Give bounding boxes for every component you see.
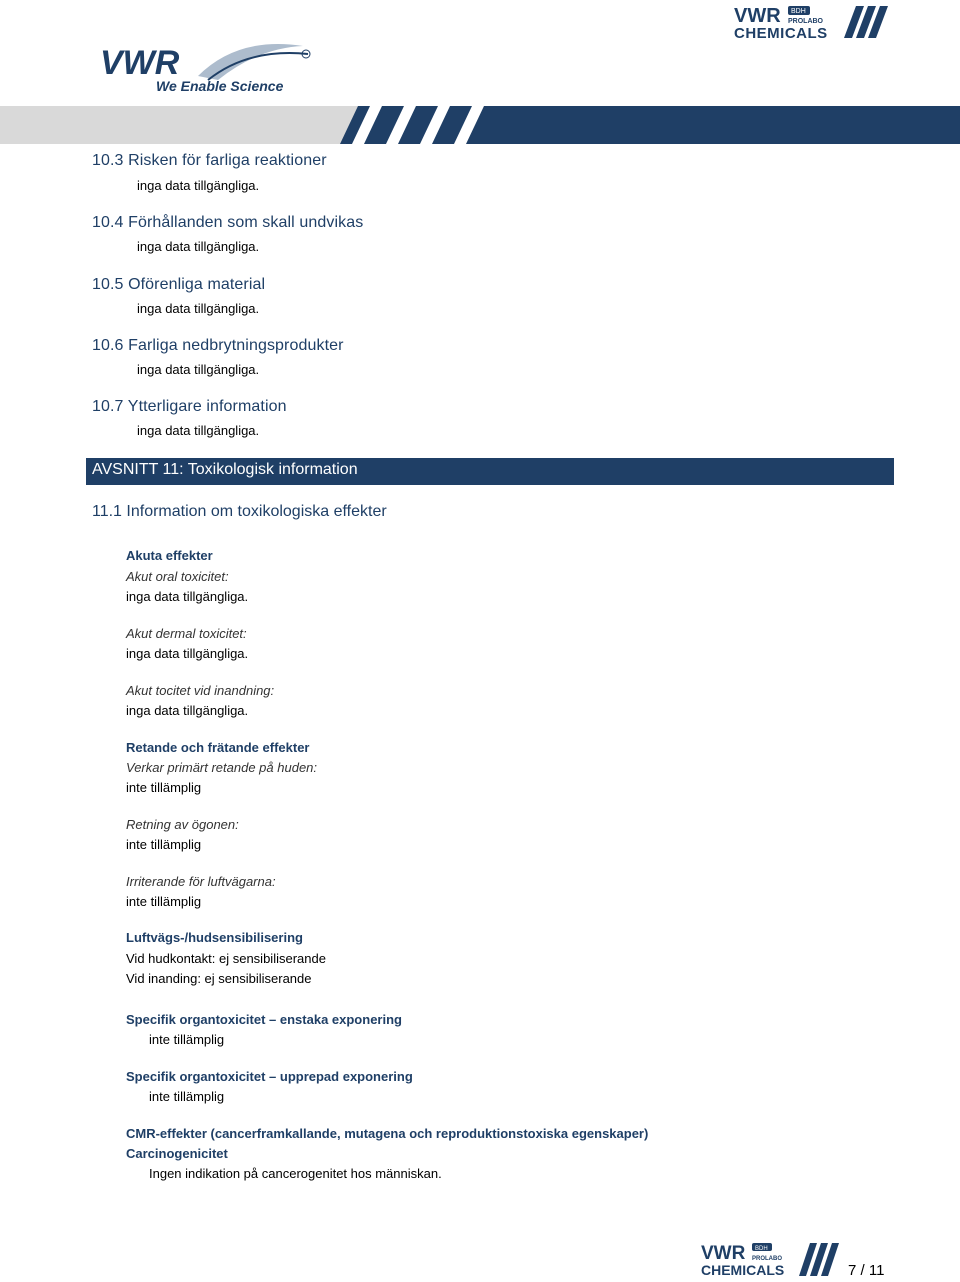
text-10-4: inga data tillgängliga. <box>137 239 260 254</box>
heading-10-7: 10.7 Ytterligare information <box>92 398 287 415</box>
vwr-chemicals-logo-chemicals: CHEMICALS <box>734 25 828 40</box>
header-band <box>0 106 960 144</box>
carcinogenicity-heading: Carcinogenicitet <box>126 1146 228 1161</box>
acute-oral-value: inga data tillgängliga. <box>126 589 249 604</box>
sensitisation-inhal: Vid inanding: ej sensibiliserande <box>126 971 312 986</box>
text-10-3: inga data tillgängliga. <box>137 178 260 193</box>
text-10-5: inga data tillgängliga. <box>137 301 260 316</box>
resp-irritation-label: Irriterande för luftvägarna: <box>126 874 276 889</box>
vwr-logo <box>98 36 318 96</box>
vwr-logo-text: VWR <box>100 44 180 82</box>
irritant-heading: Retande och frätande effekter <box>126 740 310 755</box>
footer-vwr-chemicals-logo <box>700 1242 842 1278</box>
footer-logo-prolabo: PROLABO <box>752 1256 782 1262</box>
skin-irritation-label: Verkar primärt retande på huden: <box>126 760 318 775</box>
eye-irritation-value: inte tillämplig <box>126 837 202 852</box>
text-10-7: inga data tillgängliga. <box>137 423 260 438</box>
vwr-chemicals-logo <box>732 4 892 40</box>
vwr-chemicals-logo-vwr: VWR <box>734 5 781 27</box>
cmr-heading: CMR-effekter (cancerframkallande, mutagena och reproduktionstoxiska egenskaper) <box>126 1126 649 1141</box>
footer-logo-vwr: VWR <box>701 1243 746 1264</box>
stot-single-value: inte tillämplig <box>149 1032 225 1047</box>
skin-irritation-value: inte tillämplig <box>126 780 202 795</box>
footer-logo-chemicals: CHEMICALS <box>701 1262 785 1278</box>
acute-oral-label: Akut oral toxicitet: <box>126 569 229 584</box>
heading-10-4: 10.4 Förhållanden som skall undvikas <box>92 214 364 231</box>
svg-text:BDH: BDH <box>791 8 806 15</box>
acute-effects-heading: Akuta effekter <box>126 548 213 563</box>
carcinogenicity-value: Ingen indikation på cancerogenitet hos människan. <box>149 1166 442 1181</box>
section-11-bar <box>86 458 894 485</box>
resp-irritation-value: inte tillämplig <box>126 894 202 909</box>
acute-dermal-label: Akut dermal toxicitet: <box>126 626 247 641</box>
eye-irritation-label: Retning av ögonen: <box>126 817 239 832</box>
heading-10-6: 10.6 Farliga nedbrytningsprodukter <box>92 337 344 354</box>
acute-dermal-value: inga data tillgängliga. <box>126 646 249 661</box>
vwr-chemicals-logo-prolabo: PROLABO <box>788 18 823 25</box>
acute-inhal-value: inga data tillgängliga. <box>126 703 249 718</box>
heading-11-1: 11.1 Information om toxikologiska effekter <box>92 503 387 520</box>
stot-single-heading: Specifik organtoxicitet – enstaka exponering <box>126 1012 402 1027</box>
sensitisation-heading: Luftvägs-/hudsensibilisering <box>126 930 303 945</box>
stot-repeat-heading: Specifik organtoxicitet – upprepad exponering <box>126 1069 413 1084</box>
heading-10-3: 10.3 Risken för farliga reaktioner <box>92 152 327 169</box>
svg-text:BDH: BDH <box>755 1246 768 1252</box>
vwr-logo-tagline: We Enable Science <box>156 78 284 94</box>
stot-repeat-value: inte tillämplig <box>149 1089 225 1104</box>
section-11-title: AVSNITT 11: Toxikologisk information <box>92 461 358 478</box>
sensitisation-skin: Vid hudkontakt: ej sensibiliserande <box>126 951 326 966</box>
acute-inhal-label: Akut tocitet vid inandning: <box>126 683 275 698</box>
heading-10-5: 10.5 Oförenliga material <box>92 276 266 293</box>
text-10-6: inga data tillgängliga. <box>137 362 260 377</box>
page-number: 7 / 11 <box>848 1262 885 1279</box>
